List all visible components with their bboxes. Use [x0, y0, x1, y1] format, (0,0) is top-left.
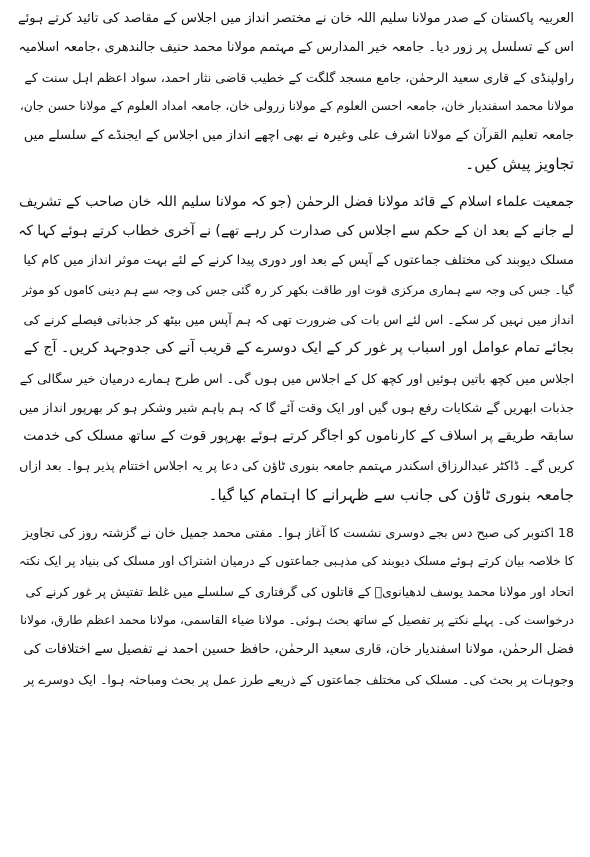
- document-page: [18, 4, 574, 694]
- text-line: کریں گے۔ ڈاکٹر عبدالرزاق اسکندر مہتمم جامعہ بنوری ٹاؤن کی دعا پر یہ اجلاس اختتام پذیر ہوا۔ بعد ازاں: [19, 458, 574, 474]
- text-line: تجاویز پیش کیں۔: [465, 155, 574, 174]
- text-line: جذبات ابھریں گے شکایات رفع ہوں گیں اور ایک وقت آئے گا کہ ہم باہم شیر وشکر ہو کر بھرپور انداز میں: [19, 399, 574, 415]
- paragraph-gap: [18, 510, 574, 518]
- text-line: مسلک دیوبند کی مختلف جماعتوں کے آپس کے بعد اور دوری پیدا کرنے کے لئے بہت موثر انداز میں کام کیا: [23, 253, 574, 269]
- text-line: سابقہ طریقے پر اسلاف کے کارناموں کو اجاگر کرتے ہوئے بھرپور قوت کے ساتھ مسلک کی خدمت: [23, 428, 574, 445]
- text-line: جامعہ تعلیم القرآن کے مولانا اشرف علی وغیرہ نے بھی اچھے انداز میں اجلاس کے ایجنڈے کے سلسلے میں: [23, 128, 574, 144]
- text-line: راولپنڈی کے قاری سعید الرحمٰن، جامع مسجد گلگت کے خطیب قاضی نثار احمد، سواد اعظم اہل سنت کے: [24, 69, 574, 85]
- text-line: وجوہات پر بحث کی۔ مسلک کی مختلف جماعتوں کے ذریعے طرز عمل پر بحث ومباحثہ ہوا۔ ایک دوسرے پر: [24, 671, 574, 687]
- text-line: لے جانے کے بعد ان کے حکم سے اجلاس کی صدارت کر رہے تھے) نے آخری خطاب کرتے ہوئے کہا کہ: [18, 223, 574, 240]
- text-line: اجلاس میں کچھ باتیں ہوئیں اور کچھ کل کے اجلاس میں ہوں گی۔ اس طرح ہمارے درمیان خیر سگالی کے: [19, 370, 574, 386]
- text-line: مولانا محمد اسفندیار خان، جامعہ احسن العلوم کے مولانا زرولی خان، جامعہ امداد العلوم کے مولانا حسن جان،: [19, 98, 574, 113]
- paragraph-gap: [18, 180, 574, 188]
- text-line: کا خلاصہ بیان کرتے ہوئے مسلک دیوبند کی مذہبی جماعتوں کے درمیان اشتراک اور مسلک کی بنیاد پر ایک نکتہ: [19, 554, 574, 569]
- text-line: بجائے تمام عوامل اور اسباب پر غور کر کے ایک دوسرے کے قریب آنے کی جدوجہد کریں۔ آج کے: [23, 340, 574, 357]
- text-line: اس کے تسلسل پر زور دیا۔ جامعہ خیر المدارس کے مہتمم مولانا محمد حنیف جالندھری ،جامعہ اسلامیہ: [18, 40, 574, 56]
- text-line: العربیہ پاکستان کے صدر مولانا سلیم اللہ خان نے مختصر انداز میں اجلاس کے مقاصد کی تائید کرتے ہوئے: [18, 11, 574, 26]
- text-line: جامعہ بنوری ٹاؤن کی جانب سے ظہرانے کا اہتمام کیا گیا۔: [208, 485, 574, 504]
- text-line: گیا۔ جس کی وجہ سے ہماری مرکزی قوت اور طاقت بکھر کر رہ گئی جس کی وجہ سے ہم دینی کاموں کو موثر: [22, 282, 574, 297]
- text-line: درخواست کی۔ پہلے نکتے پر تفصیل کے ساتھ بحث ہوئی۔ مولانا ضیاء القاسمی، مولانا محمد اعظم طارق، مولانا: [20, 612, 574, 627]
- text-line: فضل الرحمٰن، مولانا اسفندیار خان، قاری سعید الرحمٰن، حافظ حسین احمد نے تفصیل سے اختلافات کی: [23, 642, 574, 658]
- text-line: 18 اکتوبر کی صبح دس بجے دوسری نشست کا آغاز ہوا۔ مفتی محمد جمیل خان نے گزشتہ روز کی تجاویز: [22, 525, 574, 541]
- paragraph-second-session: [18, 518, 574, 694]
- paragraph-speakers: [18, 4, 574, 180]
- paragraph-closing-address: [18, 188, 574, 510]
- text-line: انداز میں نہیں کر سکے۔ اس لئے اس بات کی ضرورت تھی کہ ہم آپس میں بیٹھ کر جذباتی فیصلے کرنے کی: [23, 311, 574, 327]
- text-line: جمعیت علماء اسلام کے قائد مولانا فضل الرحمٰن (جو کہ مولانا سلیم اللہ خان صاحب کے تشریف: [18, 193, 574, 210]
- text-line: اتحاد اور مولانا محمد یوسف لدھیانویؒ کے قاتلوں کی گرفتاری کے سلسلے میں غلط تفتیش پر غور کرنے کی: [25, 583, 574, 599]
